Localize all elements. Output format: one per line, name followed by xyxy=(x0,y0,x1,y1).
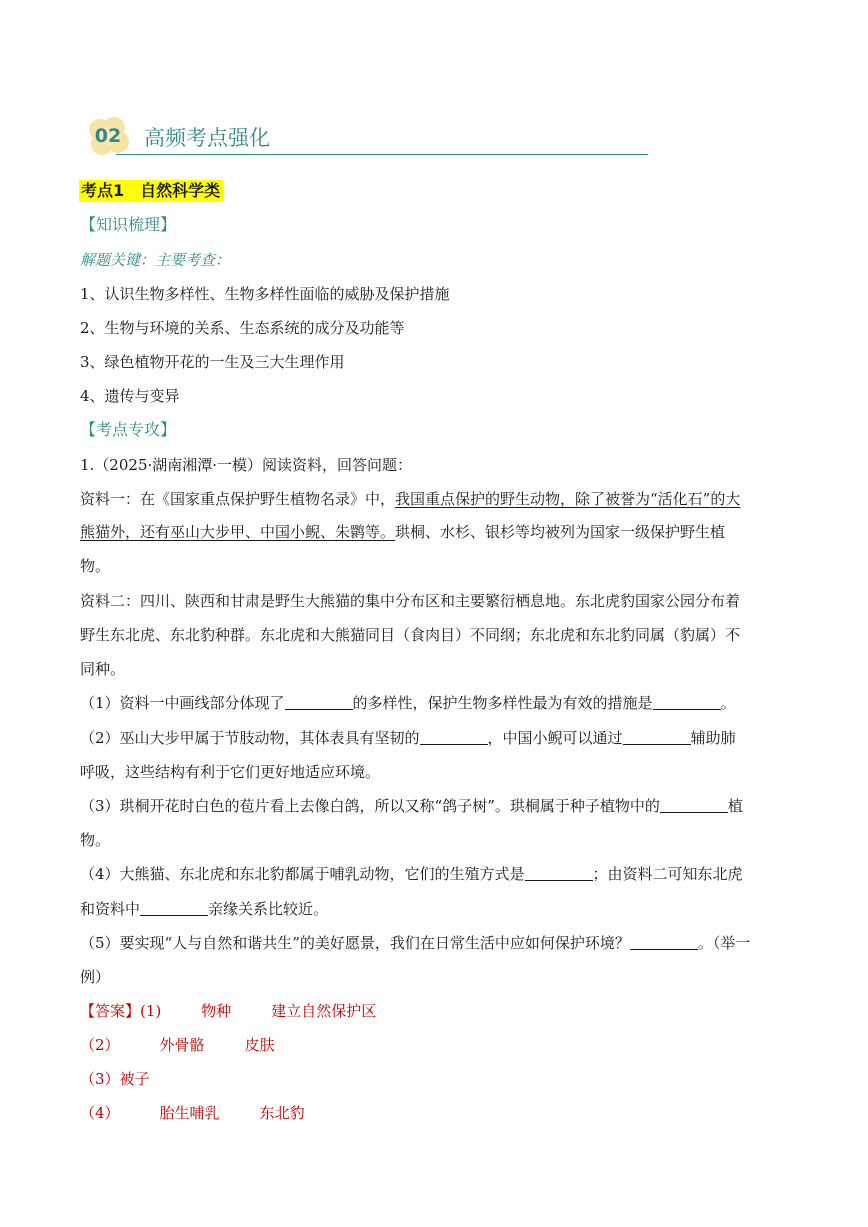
question-1: （1）资料一中画线部分体现了 的多样性，保护生物多样性最为有效的措施是 。 xyxy=(80,694,736,712)
question-2-cont: 呼吸，这些结构有利于它们更好地适应环境。 xyxy=(80,763,381,781)
point-3: 3、绿色植物开花的一生及三大生理作用 xyxy=(80,353,345,371)
material1-rest: 珙桐、水杉、银杉等均被列为国家一级保护野生植 xyxy=(395,523,726,541)
section-header xyxy=(86,112,648,158)
material2-line1: 资料二：四川、陕西和甘肃是野生大熊猫的集中分布区和主要繁衍栖息地。东北虎豹国家公园分布着 xyxy=(80,592,741,610)
kaodian-title: 考点1 自然科学类 xyxy=(79,180,223,202)
question-4-cont: 和资料中 亲缘关系比较近。 xyxy=(80,900,329,918)
material1-line2 xyxy=(80,522,725,542)
practice-label: 【考点专攻】 xyxy=(80,420,177,439)
answer-blank xyxy=(623,730,691,745)
material1-underlined-a: 我国重点保护的野生动物，除了被誉为“活化石”的大 xyxy=(395,490,741,508)
answer-blank xyxy=(660,798,728,813)
material1-prefix: 资料一：在《国家重点保护野生植物名录》中， xyxy=(80,490,396,508)
answer-blank xyxy=(653,695,721,710)
question-3: （3）珙桐开花时白色的苞片看上去像白鸽，所以又称“鸽子树”。珙桐属于种子植物中的 植 xyxy=(80,797,743,815)
point-2: 2、生物与环境的关系、生态系统的成分及功能等 xyxy=(80,319,405,337)
question-5: （5）要实现“人与自然和谐共生”的美好愿景，我们在日常生活中应如何保护环境？ 。（举一 xyxy=(80,934,751,952)
material1-line3: 物。 xyxy=(80,557,111,575)
point-4: 4、遗传与变异 xyxy=(80,387,180,405)
answer-4: （4） 胎生哺乳 东北豹 xyxy=(80,1104,305,1122)
point-1: 1、认识生物多样性、生物多样性面临的威胁及保护措施 xyxy=(80,285,450,303)
question-5-cont: 例） xyxy=(80,968,111,986)
question-3-cont: 物。 xyxy=(80,831,111,849)
question-intro: 1.（2025·湖南湘潭·一模）阅读资料，回答问题： xyxy=(80,456,413,474)
answer-blank xyxy=(285,695,353,710)
material1-line1 xyxy=(80,489,740,509)
answer-blank xyxy=(525,866,593,881)
section-title: 高频考点强化 xyxy=(144,126,270,150)
knowledge-label: 【知识梳理】 xyxy=(80,215,177,234)
key-label: 解题关键：主要考查： xyxy=(80,251,231,269)
answer-2: （2） 外骨骼 皮肤 xyxy=(80,1036,275,1054)
question-4: （4）大熊猫、东北虎和东北豹都属于哺乳动物，它们的生殖方式是 ；由资料二可知东北虎 xyxy=(80,865,743,883)
answer-blank xyxy=(630,935,698,950)
section-number: 02 xyxy=(94,125,122,147)
material2-line3: 同种。 xyxy=(80,660,126,678)
answer-blank xyxy=(140,901,208,916)
question-2: （2）巫山大步甲属于节肢动物，其体表具有坚韧的 ，中国小鲵可以通过 辅助肺 xyxy=(80,729,736,747)
answer-3: （3）被子 xyxy=(80,1070,150,1088)
answer-label: 【答案】 xyxy=(80,1002,141,1020)
section-underline xyxy=(116,154,648,155)
material1-underlined-b: 熊猫外，还有巫山大步甲、中国小鲵、朱鹮等。 xyxy=(80,523,396,541)
material2-line2: 野生东北虎、东北豹种群。东北虎和大熊猫同目（食肉目）不同纲；东北虎和东北豹同属（豹属）不 xyxy=(80,626,741,644)
answer-1: 【答案】(1) 物种 建立自然保护区 xyxy=(80,1002,377,1020)
answer-blank xyxy=(420,730,488,745)
